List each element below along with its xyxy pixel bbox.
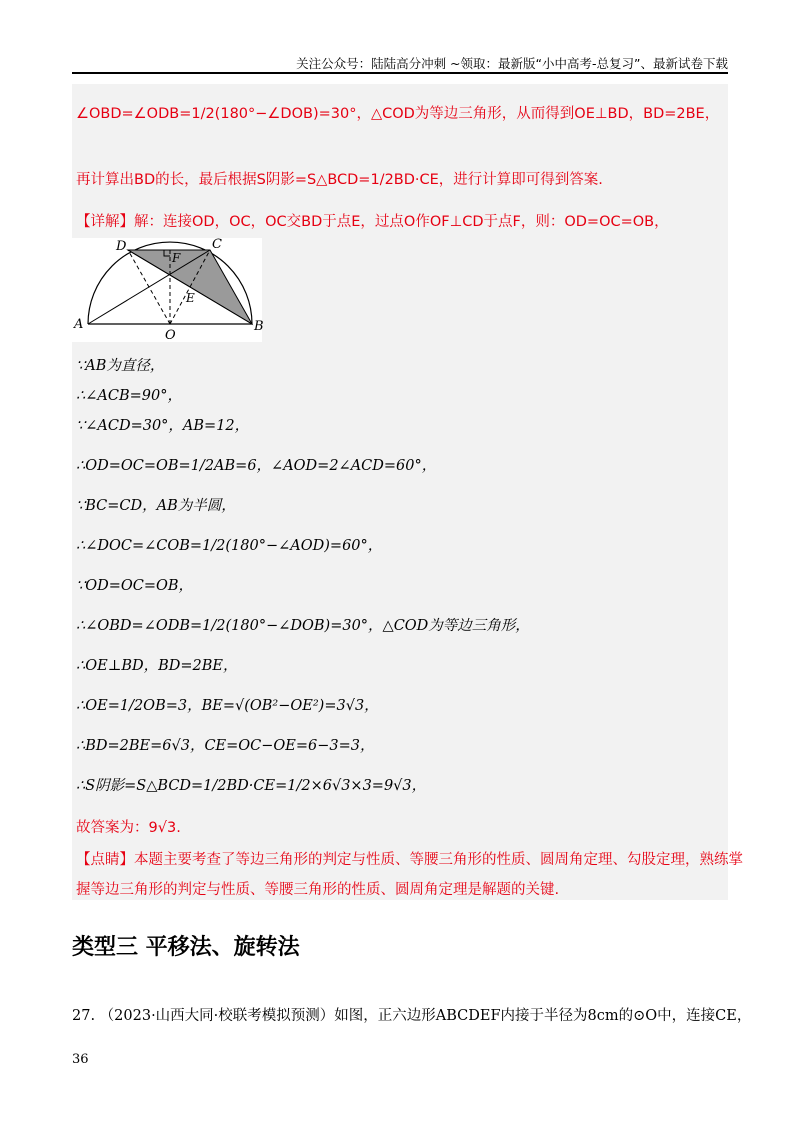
solution-step: ∴S阴影=S△BCD=1/2BD·CE=1/2×6√3×3=9√3， — [76, 778, 427, 794]
label-F: F — [172, 251, 181, 265]
page-number: 36 — [72, 1052, 89, 1067]
page-header: 关注公众号：陆陆高分冲刺 ~领取：最新版“小中高考-总复习”、最新试卷下载 — [296, 56, 728, 71]
section-title: 类型三 平移法、旋转法 — [72, 935, 300, 960]
solution-step: ∴∠ACB=90°， — [76, 388, 182, 404]
solution-step: ∵∠ACD=30°，AB=12， — [76, 418, 250, 434]
label-A: A — [74, 317, 84, 332]
label-D: D — [116, 239, 127, 254]
solution-step: ∴OE⊥BD，BD=2BE， — [76, 658, 238, 674]
answer-line: 故答案为：9√3. — [76, 820, 181, 836]
solution-step: ∵AB为直径， — [76, 358, 165, 374]
geometry-figure — [72, 238, 262, 342]
solution-step: ∴OE=1/2OB=3，BE=√(OB²−OE²)=3√3， — [76, 698, 379, 714]
semicircle-diagram — [72, 238, 262, 342]
label-O: O — [165, 328, 176, 343]
label-B: B — [254, 319, 264, 334]
comment-line-2: 握等边三角形的判定与性质、等腰三角形的性质、圆周角定理是解题的关键. — [76, 882, 560, 898]
detail-line: 【详解】解：连接OD，OC，OC交BD于点E，过点O作OF⊥CD于点F，则：OD=OC=OB， — [76, 214, 669, 230]
comment-line-1: 【点睛】本题主要考查了等边三角形的判定与性质、等腰三角形的性质、圆周角定理、勾股定理，熟练掌 — [76, 852, 743, 868]
label-E: E — [186, 291, 195, 305]
label-C: C — [212, 237, 222, 252]
solution-step: ∴∠DOC=∠COB=1/2(180°−∠AOD)=60°， — [76, 538, 383, 554]
solution-step: ∴OD=OC=OB=1/2AB=6，∠AOD=2∠ACD=60°， — [76, 458, 437, 474]
analysis-line-1: ∠OBD=∠ODB=1/2(180°−∠DOB)=30°，△COD为等边三角形，从而得到OE⊥BD，BD=2BE， — [76, 106, 720, 122]
problem-statement: 27. （2023·山西大同·校联考模拟预测）如图，正六边形ABCDEF内接于半径为8cm的⊙O中，连接CE， — [72, 1008, 752, 1024]
solution-step: ∴∠OBD=∠ODB=1/2(180°−∠DOB)=30°，△COD为等边三角形， — [76, 618, 530, 634]
header-divider — [72, 72, 728, 74]
analysis-line-2: 再计算出BD的长，最后根据S阴影=S△BCD=1/2BD·CE，进行计算即可得到答案. — [76, 172, 603, 188]
solution-step: ∵OD=OC=OB， — [76, 578, 194, 594]
solution-step: ∵BC=CD，AB为半圆， — [76, 498, 236, 514]
solution-step: ∴BD=2BE=6√3，CE=OC−OE=6−3=3， — [76, 738, 375, 754]
